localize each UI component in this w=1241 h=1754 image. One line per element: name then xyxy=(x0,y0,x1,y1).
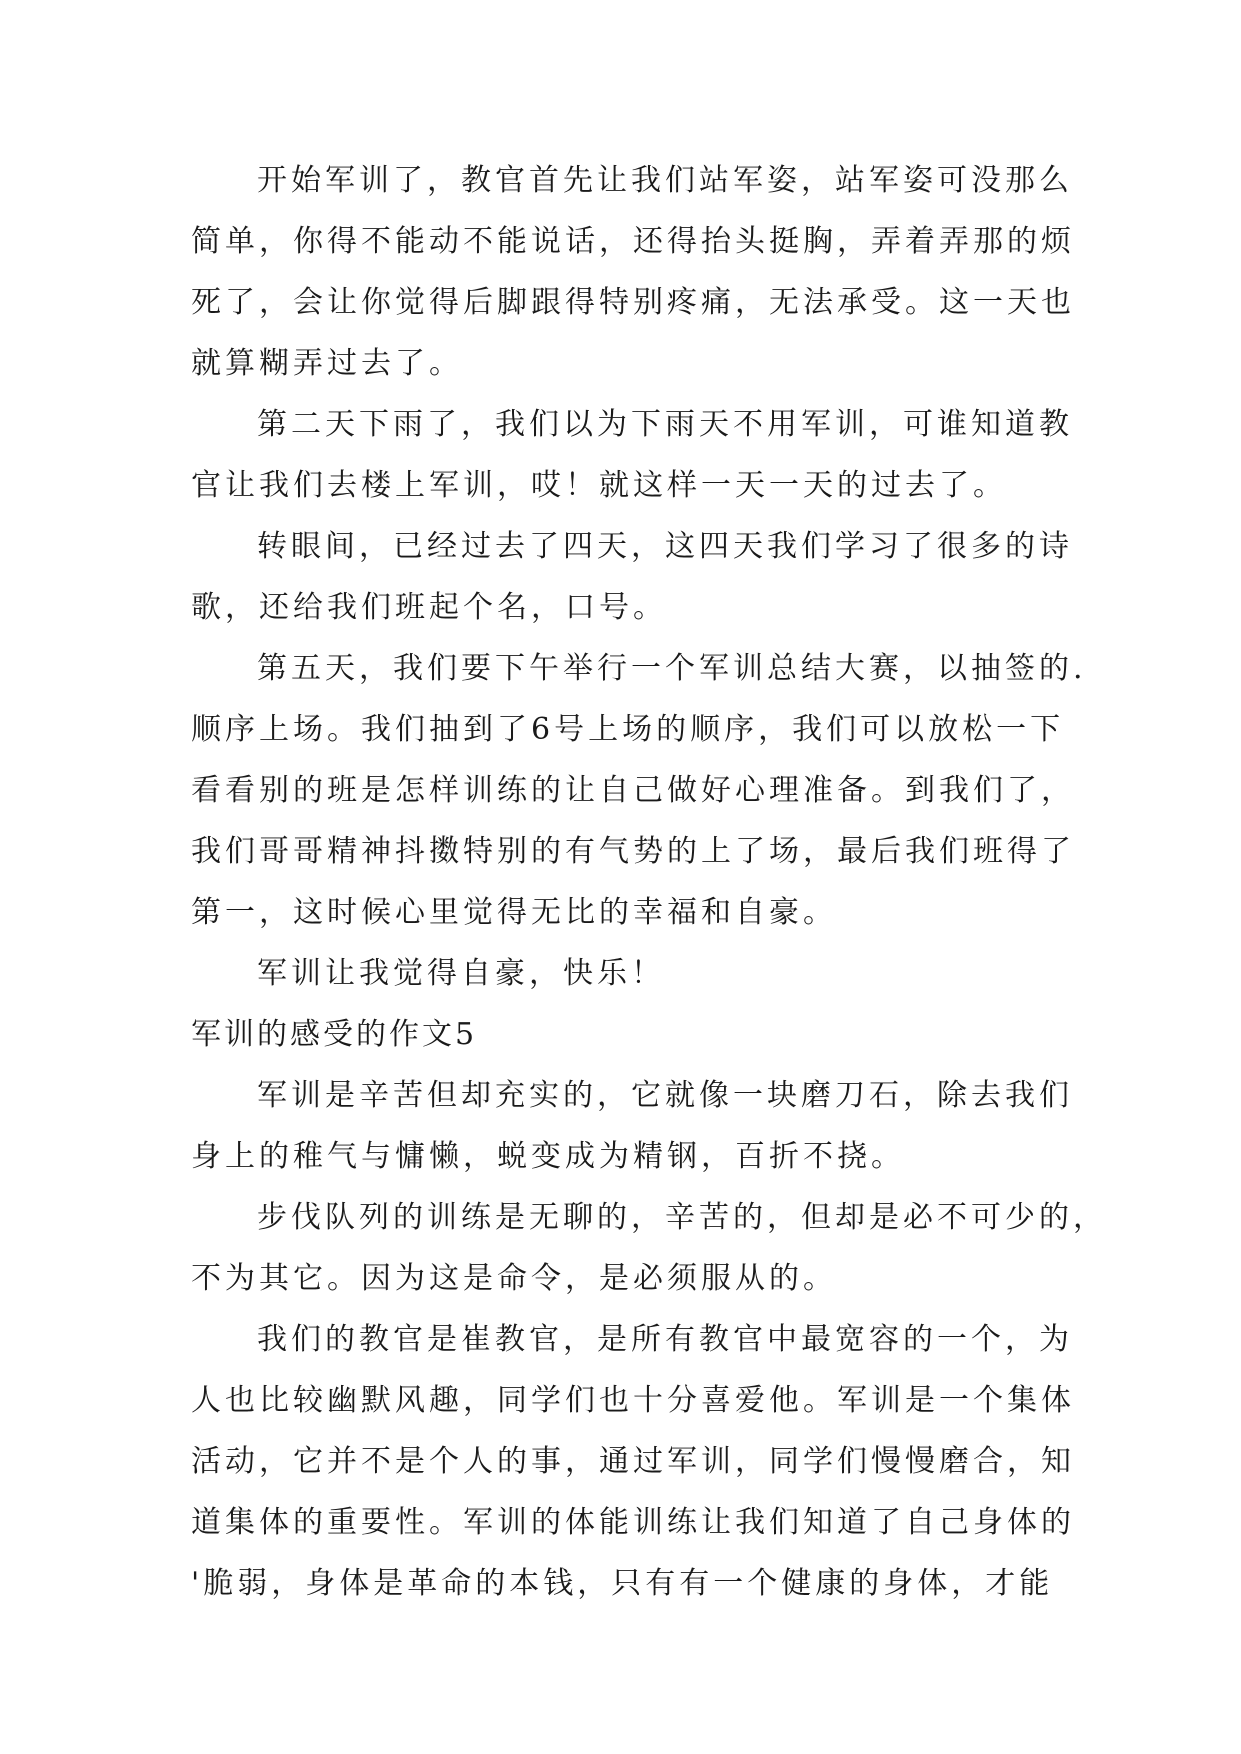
text-line: 第五天，我们要下午举行一个军训总结大赛，以抽签的. xyxy=(257,651,1087,686)
text-line: 军训让我觉得自豪，快乐！ xyxy=(257,956,665,991)
text-line: 开始军训了，教官首先让我们站军姿，站军姿可没那么 xyxy=(257,163,1073,198)
text-line: 道集体的重要性。军训的体能训练让我们知道了自己身体的 xyxy=(191,1505,1075,1540)
text-line: '脆弱，身体是革命的本钱，只有有一个健康的身体，才能 xyxy=(191,1566,1054,1601)
text-line: 活动，它并不是个人的事，通过军训，同学们慢慢磨合，知 xyxy=(191,1444,1075,1479)
text-line: 我们的教官是崔教官，是所有教官中最宽容的一个，为 xyxy=(257,1322,1073,1357)
text-line: 军训是辛苦但却充实的，它就像一块磨刀石，除去我们 xyxy=(257,1078,1073,1113)
text-line: 步伐队列的训练是无聊的，辛苦的，但却是必不可少的， xyxy=(257,1200,1107,1235)
text-line: 简单，你得不能动不能说话，还得抬头挺胸，弄着弄那的烦 xyxy=(191,224,1075,259)
text-line: 歌，还给我们班起个名，口号。 xyxy=(191,590,667,625)
text-line: 人也比较幽默风趣，同学们也十分喜爱他。军训是一个集体 xyxy=(191,1383,1075,1418)
text-line: 身上的稚气与慵懒，蜕变成为精钢，百折不挠。 xyxy=(191,1139,905,1174)
text-line: 顺序上场。我们抽到了6号上场的顺序，我们可以放松一下 xyxy=(191,712,1065,747)
text-line: 不为其它。因为这是命令，是必须服从的。 xyxy=(191,1261,837,1296)
text-line: 看看别的班是怎样训练的让自己做好心理准备。到我们了， xyxy=(191,773,1075,808)
text-line: 官让我们去楼上军训，哎！就这样一天一天的过去了。 xyxy=(191,468,1007,503)
section-heading: 军训的感受的作文5 xyxy=(191,1017,478,1052)
text-line: 死了，会让你觉得后脚跟得特别疼痛，无法承受。这一天也 xyxy=(191,285,1075,320)
document-page xyxy=(191,150,1107,1614)
text-line: 第一，这时候心里觉得无比的幸福和自豪。 xyxy=(191,895,837,930)
text-line: 就算糊弄过去了。 xyxy=(191,346,463,381)
text-line: 我们哥哥精神抖擞特别的有气势的上了场，最后我们班得了 xyxy=(191,834,1075,869)
text-line: 第二天下雨了，我们以为下雨天不用军训，可谁知道教 xyxy=(257,407,1073,442)
text-line: 转眼间，已经过去了四天，这四天我们学习了很多的诗 xyxy=(257,529,1073,564)
